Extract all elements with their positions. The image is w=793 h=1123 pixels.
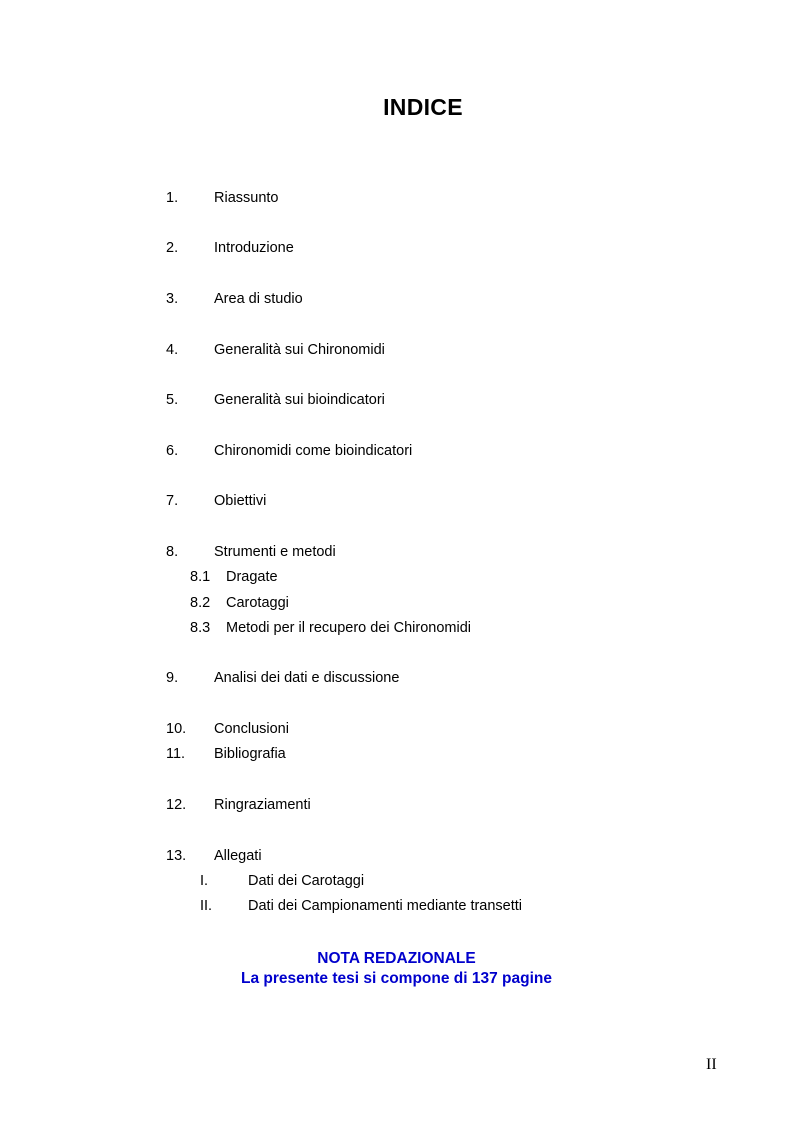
toc-label: Introduzione: [214, 240, 294, 256]
toc-label: Metodi per il recupero dei Chironomidi: [226, 620, 472, 636]
toc-label: Ringraziamenti: [214, 797, 311, 813]
toc-number: 11.: [166, 746, 186, 762]
toc-label: Carotaggi: [226, 595, 289, 611]
editorial-note-heading: NOTA REDAZIONALE: [317, 950, 476, 967]
toc-label: Dati dei Campionamenti mediante transetti: [248, 898, 523, 914]
toc-number: 9.: [166, 670, 179, 686]
toc-number: II.: [200, 898, 213, 914]
toc-label: Riassunto: [214, 190, 279, 206]
toc-number: 10.: [166, 721, 187, 737]
toc-number: 8.3: [190, 620, 211, 636]
toc-label: Area di studio: [214, 291, 303, 307]
toc-label: Strumenti e metodi: [214, 544, 336, 560]
toc-number: 5.: [166, 392, 179, 408]
toc-number: 12.: [166, 797, 187, 813]
toc-number: 3.: [166, 291, 179, 307]
toc-number: 2.: [166, 240, 179, 256]
page-title: INDICE: [383, 94, 463, 120]
toc-number: 8.2: [190, 595, 211, 611]
toc-number: 13.: [166, 848, 187, 864]
toc-label: Dati dei Carotaggi: [248, 873, 365, 889]
toc-number: I.: [200, 873, 209, 889]
toc-label: Chironomidi come bioindicatori: [214, 443, 413, 459]
toc-number: 4.: [166, 342, 179, 358]
toc-number: 1.: [166, 190, 179, 206]
toc-number: 8.: [166, 544, 179, 560]
toc-number: 8.1: [190, 569, 211, 585]
toc-label: Generalità sui bioindicatori: [214, 392, 385, 408]
toc-label: Dragate: [226, 569, 278, 585]
toc-label: Generalità sui Chironomidi: [214, 342, 385, 358]
page-number: II: [706, 1056, 717, 1073]
editorial-note-text: La presente tesi si compone di 137 pagine: [241, 970, 552, 987]
toc-label: Analisi dei dati e discussione: [214, 670, 400, 686]
toc-number: 7.: [166, 493, 179, 509]
toc-label: Bibliografia: [214, 746, 286, 762]
toc-label: Allegati: [214, 848, 262, 864]
toc-number: 6.: [166, 443, 179, 459]
toc-label: Conclusioni: [214, 721, 289, 737]
toc-label: Obiettivi: [214, 493, 267, 509]
